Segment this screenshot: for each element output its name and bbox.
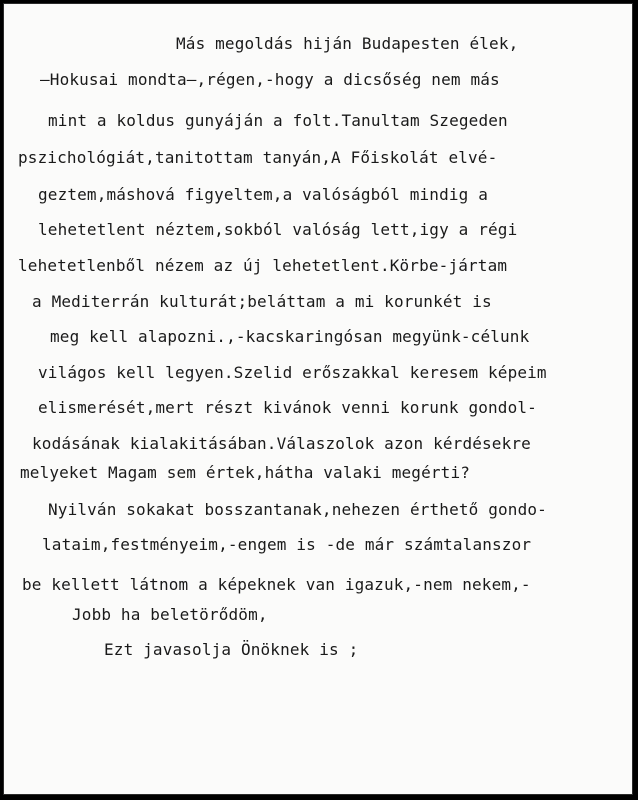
text-line: pszichológiát,tanitottam tanyán,A Főiskolát elvé- <box>18 148 498 167</box>
text-line: —Hokusai mondta—,régen,-hogy a dicsőség nem más <box>40 70 500 89</box>
text-line: melyeket Magam sem értek,hátha valaki megérti? <box>20 463 471 482</box>
text-line: lataim,festményeim,-engem is -de már számtalanszor <box>42 535 532 554</box>
text-line: mint a koldus gunyáján a folt.Tanultam Szegeden <box>48 111 508 130</box>
text-line: geztem,máshová figyeltem,a valóságból mindig a <box>38 185 489 204</box>
text-line: lehetetlenből nézem az új lehetetlent.Körbe-jártam <box>18 256 508 275</box>
text-line: Ezt javasolja Önöknek is ; <box>104 640 359 659</box>
text-line: Nyilván sokakat bosszantanak,nehezen érthető gondo- <box>48 500 547 519</box>
text-line: be kellett látnom a képeknek van igazuk,-nem nekem,- <box>22 575 531 594</box>
text-line: lehetetlent néztem,sokból valóság lett,igy a régi <box>38 220 518 239</box>
text-line: a Mediterrán kulturát;beláttam a mi korunkét is <box>32 292 492 311</box>
text-line: kodásának kialakitásában.Válaszolok azon kérdésekre <box>32 434 531 453</box>
text-line: Jobb ha beletörődöm, <box>72 605 268 624</box>
text-line: meg kell alapozni.,-kacskaringósan megyünk-célunk <box>50 327 530 346</box>
text-line: világos kell legyen.Szelid erőszakkal keresem képeim <box>38 363 547 382</box>
text-line: Más megoldás hiján Budapesten élek, <box>176 34 519 53</box>
text-line: elismerését,mert részt kivánok venni korunk gondol- <box>38 398 537 417</box>
typewritten-page <box>3 3 633 795</box>
